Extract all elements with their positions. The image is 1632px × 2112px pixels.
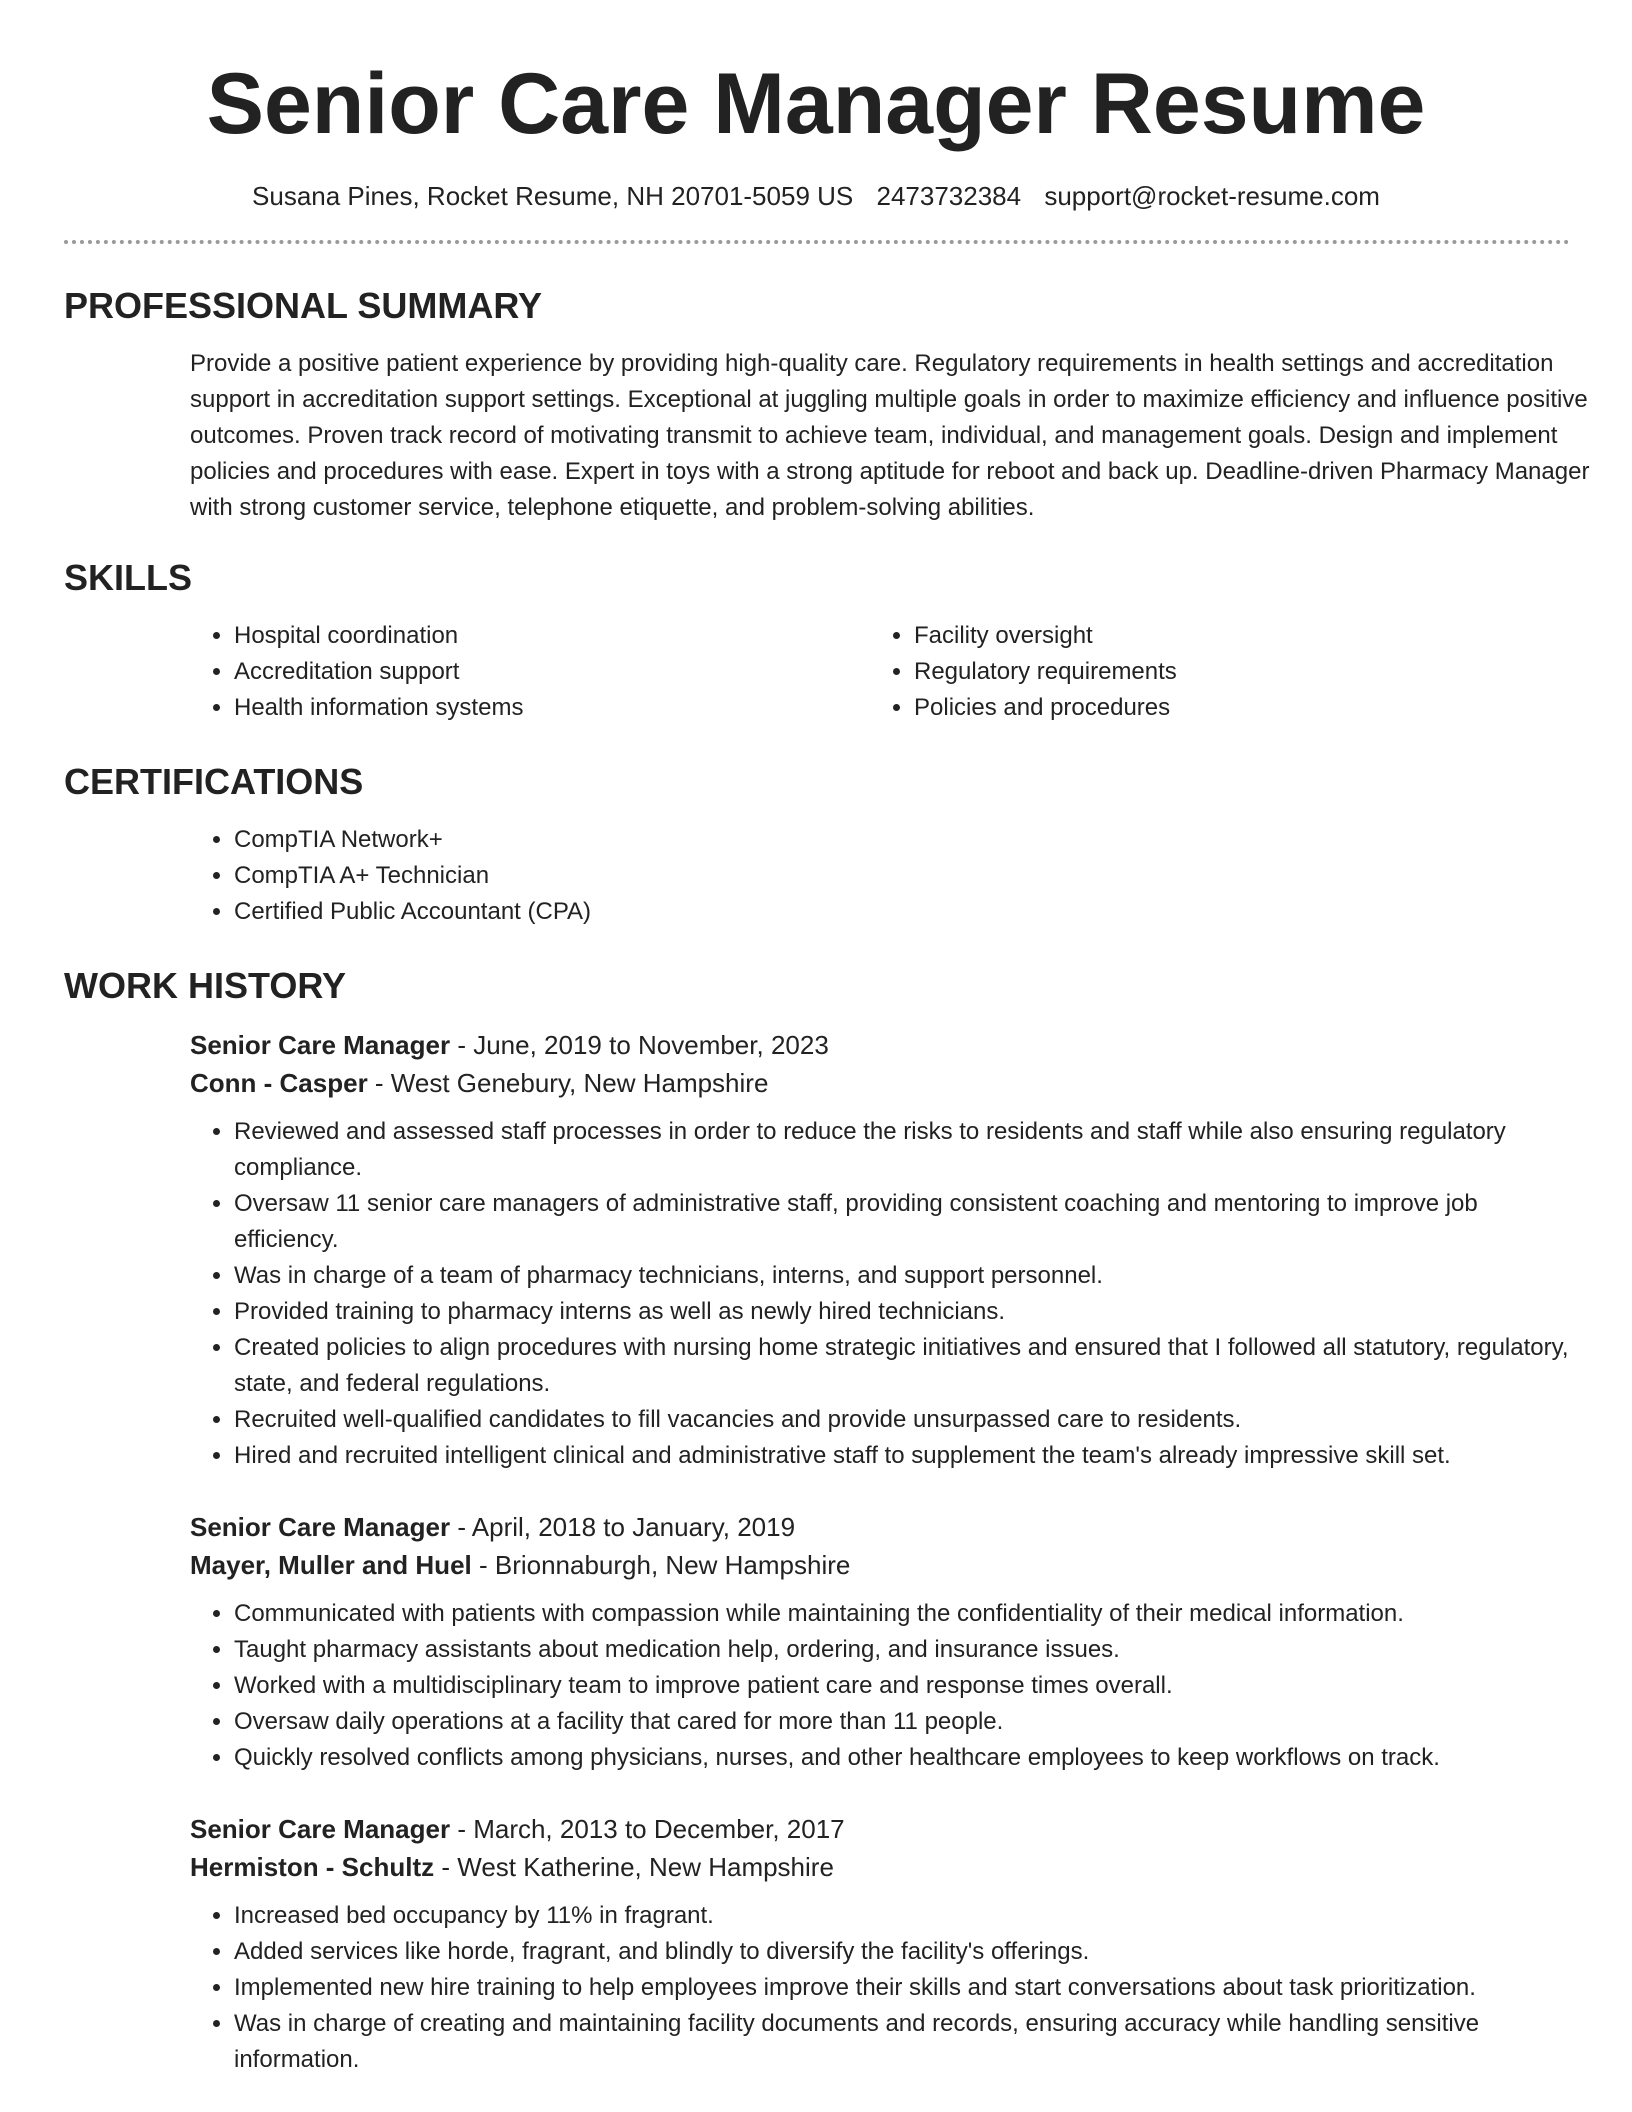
summary-section xyxy=(64,284,1590,526)
job-company-line xyxy=(190,1848,1568,1886)
skills-section xyxy=(64,556,1568,726)
job-entry xyxy=(190,1810,1568,2078)
job-bullet: • Reviewed and assessed staff processes in order to reduce the risks to residents and staff while also ensuring regulatory compliance. xyxy=(234,1114,1574,1186)
job-dates: - June, 2019 to November, 2023 xyxy=(450,1030,829,1060)
certification-item: • CompTIA Network+ xyxy=(234,822,1568,858)
job-title: Senior Care Manager xyxy=(190,1512,451,1542)
job-bullet: • Was in charge of a team of pharmacy technicians, interns, and support personnel. xyxy=(234,1258,1574,1294)
skill-item: • Facility oversight xyxy=(914,618,1177,654)
job-bullet: • Worked with a multidisciplinary team to improve patient care and response times overall. xyxy=(234,1668,1574,1704)
job-bullet: • Provided training to pharmacy interns as well as newly hired technicians. xyxy=(234,1294,1574,1330)
work-history-heading: WORK HISTORY xyxy=(64,965,347,1006)
contact-address: Susana Pines, Rocket Resume, NH 20701-5059 US xyxy=(252,181,854,211)
job-bullet: • Quickly resolved conflicts among physicians, nurses, and other healthcare employees to keep workflows on track. xyxy=(234,1740,1574,1776)
work-history-section xyxy=(64,964,1568,2078)
job-title-line xyxy=(190,1508,1568,1546)
job-company-line xyxy=(190,1546,1568,1584)
job-company: Conn - Casper xyxy=(190,1068,368,1098)
skills-heading: SKILLS xyxy=(64,557,193,598)
skill-item: • Regulatory requirements xyxy=(914,654,1177,690)
skill-item: • Health information systems xyxy=(234,690,744,726)
skills-list-left xyxy=(64,618,744,726)
certifications-list xyxy=(64,822,1568,930)
job-title: Senior Care Manager xyxy=(190,1814,451,1844)
summary-text: Provide a positive patient experience by providing high-quality care. Regulatory requirements in health settings and accreditation support in accreditation support settings. Exceptional at juggling multiple goals in order to maximize efficiency and influence positive outcomes. Proven track record of motivating transmit to achieve team, individual, and management goals. Design and implement policies and procedures with ease. Expert in toys with a strong aptitude for reboot and back up. Deadline-driven Pharmacy Manager with strong customer service, telephone etiquette, and problem-solving abilities. xyxy=(190,350,1590,521)
job-company-line xyxy=(190,1064,1568,1102)
job-entry xyxy=(190,1026,1568,1474)
job-bullets xyxy=(190,1898,1568,2078)
job-bullet: • Oversaw 11 senior care managers of administrative staff, providing consistent coaching and mentoring to improve job efficiency. xyxy=(234,1186,1574,1258)
certifications-section xyxy=(64,760,1568,930)
skills-grid xyxy=(64,618,1568,726)
contact-line xyxy=(64,178,1568,214)
job-location: - Brionnaburgh, New Hampshire xyxy=(471,1550,851,1580)
job-company: Mayer, Muller and Huel xyxy=(190,1550,472,1580)
job-bullets xyxy=(190,1596,1568,1776)
job-bullet: • Oversaw daily operations at a facility that cared for more than 11 people. xyxy=(234,1704,1574,1740)
job-bullet: • Created policies to align procedures with nursing home strategic initiatives and ensured that I followed all statutory, regulatory, state, and federal regulations. xyxy=(234,1330,1574,1402)
job-bullet: • Was in charge of creating and maintaining facility documents and records, ensuring accuracy while handling sensitive information. xyxy=(234,2006,1574,2078)
job-bullet: • Added services like horde, fragrant, and blindly to diversify the facility's offerings. xyxy=(234,1934,1574,1970)
resume-header xyxy=(64,0,1568,214)
contact-phone: 2473732384 xyxy=(876,181,1022,211)
certifications-heading: CERTIFICATIONS xyxy=(64,761,364,802)
job-title-line xyxy=(190,1026,1568,1064)
job-location: - West Katherine, New Hampshire xyxy=(434,1852,834,1882)
job-dates: - March, 2013 to December, 2017 xyxy=(450,1814,845,1844)
job-title-line xyxy=(190,1810,1568,1848)
skill-item: • Policies and procedures xyxy=(914,690,1177,726)
job-location: - West Genebury, New Hampshire xyxy=(367,1068,769,1098)
job-bullets xyxy=(190,1114,1568,1474)
job-bullet: • Increased bed occupancy by 11% in fragrant. xyxy=(234,1898,1574,1934)
job-bullet: • Communicated with patients with compassion while maintaining the confidentiality of their medical information. xyxy=(234,1596,1574,1632)
skill-item: • Accreditation support xyxy=(234,654,744,690)
resume-title: Senior Care Manager Resume xyxy=(206,56,1426,152)
certification-item: • CompTIA A+ Technician xyxy=(234,858,1568,894)
summary-heading: PROFESSIONAL SUMMARY xyxy=(64,285,543,326)
header-divider xyxy=(64,240,1570,244)
job-title: Senior Care Manager xyxy=(190,1030,451,1060)
skills-list-right xyxy=(744,618,1177,726)
certification-item: • Certified Public Accountant (CPA) xyxy=(234,894,1568,930)
job-bullet: • Implemented new hire training to help employees improve their skills and start conversations about task prioritization. xyxy=(234,1970,1574,2006)
job-bullet: • Hired and recruited intelligent clinical and administrative staff to supplement the team's already impressive skill set. xyxy=(234,1438,1574,1474)
skill-item: • Hospital coordination xyxy=(234,618,744,654)
job-company: Hermiston - Schultz xyxy=(190,1852,435,1882)
contact-email: support@rocket-resume.com xyxy=(1044,181,1380,211)
job-bullet: • Recruited well-qualified candidates to fill vacancies and provide unsurpassed care to residents. xyxy=(234,1402,1574,1438)
job-dates: - April, 2018 to January, 2019 xyxy=(450,1512,796,1542)
job-entry xyxy=(190,1508,1568,1776)
job-bullet: • Taught pharmacy assistants about medication help, ordering, and insurance issues. xyxy=(234,1632,1574,1668)
